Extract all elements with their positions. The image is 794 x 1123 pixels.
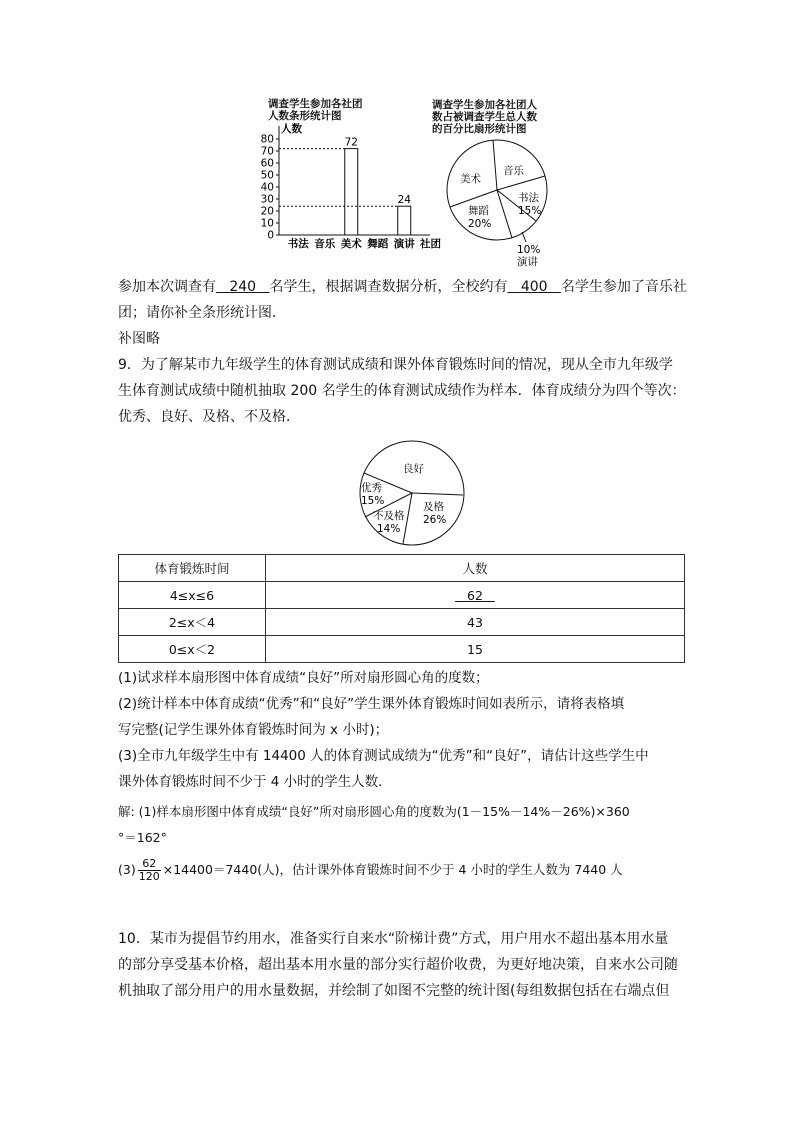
y-tick-label: 30 [260, 193, 274, 206]
q9-solution1-a: 解: (1)样本扇形图中体育成绩“良好”所对扇形圆心角的度数为(1－15%－14%－26%)×360 [118, 804, 630, 819]
exercise-time-table [118, 554, 685, 663]
y-tick-label: 80 [260, 133, 274, 146]
q8-line1-c: 名学生参加了音乐社 [560, 279, 687, 295]
q8-line1-b: 名学生，根据调查数据分析，全校约有 [269, 279, 508, 295]
q9-question3-a: (3)全市九年级学生中有 14400 人的体育测试成绩为“优秀”和“良好”，请估计这些学生中 [118, 748, 649, 764]
q9-solution3-prefix: (3) [118, 862, 136, 877]
q9-question2-b: 写完整(记学生课外体育锻炼时间为 x 小时)； [118, 722, 389, 738]
pie1-label-dance: 舞蹈 [468, 205, 489, 217]
pie1-pct-dance: 20% [468, 218, 492, 230]
bar-chart-ylabel: 人数 [281, 123, 302, 135]
y-tick-label: 70 [260, 145, 274, 158]
q8-line3: 补图略 [118, 331, 160, 347]
bar-演讲 [398, 206, 411, 235]
table-header-row [119, 555, 685, 582]
q9-question3-b: 课外体育锻炼时间不少于 4 小时的学生人数． [118, 774, 392, 790]
q10-line3: 机抽取了部分用户的用水量数据，并绘制了如图不完整的统计图(每组数据包括在右端点但 [118, 983, 670, 999]
table-cell-range: 2≤x＜4 [119, 609, 266, 636]
y-tick-label: 60 [260, 157, 274, 170]
pie1-title-line3: 的百分比扇形统计图 [432, 123, 527, 135]
x-category-label: 美术 [340, 238, 362, 250]
y-tick-label: 20 [260, 205, 274, 218]
bar-美术 [345, 149, 358, 235]
q9-line1: 9．为了解某市九年级学生的体育测试成绩和课外体育锻炼时间的情况，现从全市九年级学 [118, 357, 673, 373]
table-row [119, 636, 685, 663]
pie-chart-societies [440, 136, 560, 268]
y-tick-label: 10 [260, 217, 274, 230]
q9-solution1-b: °＝162° [118, 830, 167, 845]
q8-line1 [118, 279, 687, 295]
q10-line2: 的部分享受基本价格，超出基本用水量的部分实行超价收费，为更好地决策，自来水公司随 [118, 957, 678, 973]
pie1-leader-speech [522, 232, 526, 242]
pie1-title-line1: 调查学生参加各社团人 [432, 99, 537, 111]
x-category-label: 演讲 [393, 238, 415, 250]
q10-line1: 10．某市为提倡节约用水，准备实行自来水“阶梯计费”方式，用户用水不超出基本用水量 [118, 931, 669, 947]
x-category-label: 舞蹈 [367, 238, 389, 250]
table-header-count: 人数 [266, 555, 685, 582]
bar-chart-title-line2: 人数条形统计图 [268, 110, 342, 122]
table-cell-count-answer: 62 [266, 582, 685, 609]
pie1-pct-calligraphy: 15% [518, 205, 542, 217]
x-category-label: 书法 [287, 238, 309, 250]
pie2-label-fail: 不及格 [373, 510, 405, 522]
pie2-label-excellent: 优秀 [361, 482, 382, 494]
pie1-label-speech: 演讲 [517, 256, 538, 268]
q9-question2-a: (2)统计样本中体育成绩“优秀”和“良好”学生课外体育锻炼时间如表所示，请将表格填 [118, 696, 625, 712]
table-row [119, 582, 685, 609]
bar-chart [250, 118, 450, 256]
q8-answer2: 400 [520, 279, 548, 295]
table-row [119, 609, 685, 636]
y-tick-label: 40 [260, 181, 274, 194]
table-cell-range: 4≤x≤6 [119, 582, 266, 609]
q9-solution3 [118, 857, 623, 883]
bar-value-label: 72 [344, 136, 358, 149]
pie1-label-calligraphy: 书法 [518, 192, 539, 204]
pie2-label-good: 良好 [403, 463, 424, 475]
bar-chart-xlabel: 社团 [420, 238, 441, 250]
table-cell-count: 43 [266, 609, 685, 636]
pie1-label-art: 美术 [460, 173, 481, 185]
pie1-pct-speech: 10% [517, 244, 541, 256]
q8-answer1: 240 [229, 279, 257, 295]
q9-line3: 优秀、良好、及格、不及格． [118, 409, 300, 425]
bar-value-label: 24 [397, 194, 411, 207]
pie1-title-line2: 数占被调查学生总人数 [432, 111, 537, 123]
x-category-label: 音乐 [314, 238, 336, 250]
pie2-pct-fail: 14% [377, 523, 401, 535]
pie2-pct-pass: 26% [423, 514, 447, 526]
q8-line1-a: 参加本次调查有 [118, 279, 216, 295]
y-tick-label: 0 [267, 229, 274, 242]
pie1-label-music: 音乐 [503, 165, 524, 177]
q9-solution3-fraction: $\frac{62}{120}$ [138, 857, 160, 883]
q9-line2: 生体育测试成绩中随机抽取 200 名学生的体育测试成绩作为样本．体育成绩分为四个等次： [118, 383, 686, 399]
table-cell-range: 0≤x＜2 [119, 636, 266, 663]
table-cell-count: 15 [266, 636, 685, 663]
table-header-time: 体育锻炼时间 [119, 555, 266, 582]
y-tick-label: 50 [260, 169, 274, 182]
pie2-label-pass: 及格 [423, 501, 444, 513]
q9-solution3-rest: ×14400＝7440(人)，估计课外体育锻炼时间不少于 4 小时的学生人数为 7440 人 [162, 862, 623, 877]
q8-line2: 团；请你补全条形统计图． [118, 305, 286, 321]
pie-chart-grades [355, 440, 473, 550]
bar-chart-title-line1: 调查学生参加各社团 [268, 98, 363, 110]
q9-question1: (1)试求样本扇形图中体育成绩“良好”所对扇形圆心角的度数； [118, 670, 489, 686]
pie2-pct-excellent: 15% [361, 495, 385, 507]
